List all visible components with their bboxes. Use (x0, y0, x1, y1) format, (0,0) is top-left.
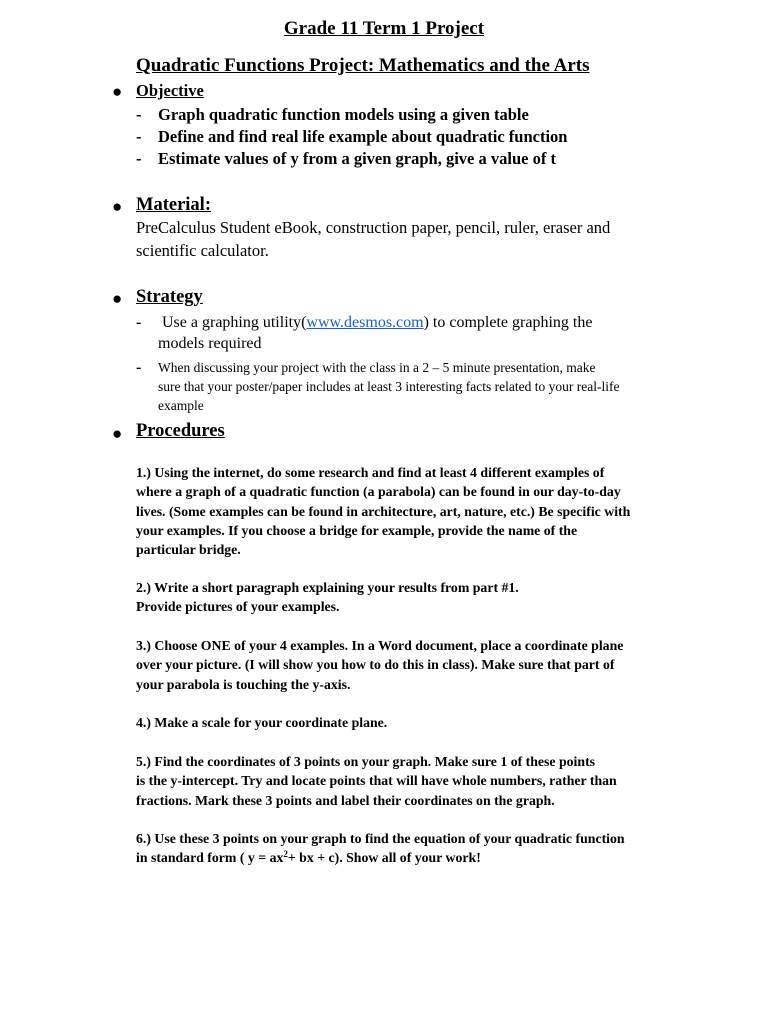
bullet-icon: ● (112, 197, 123, 216)
procedure-step: 3.) Choose ONE of your 4 examples. In a Word document, place a coordinate plane over your picture. (I will show you how to do this in class). Make sure that part of your parabola is touching the y-axis. (136, 638, 624, 692)
objective-item: - Graph quadratic function models using a given table (136, 105, 529, 124)
page-title: Grade 11 Term 1 Project (283, 18, 485, 39)
desmos-link[interactable]: www.desmos.com (306, 314, 424, 331)
strategy-heading: Strategy (136, 287, 203, 307)
procedure-step: 1.) Using the internet, do some research and find at least 4 different examples of where a graph of a quadratic function (a parabola) can be found in our day-to-day lives. (Some examples can be found in architecture, art, nature, etc.) Be specific with your examples. If you choose a bridge for example, provide the name of the particular bridge. (136, 465, 631, 558)
objective-heading: Objective (136, 81, 204, 100)
procedure-step: 2.) Write a short paragraph explaining your results from part #1. Provide pictures of your examples. (136, 580, 519, 615)
material-heading: Material: (136, 195, 211, 215)
procedures-heading: Procedures (136, 421, 225, 441)
strategy-item: - When discussing your project with the class in a 2 – 5 minute presentation, make sure that your poster/paper includes at least 3 interesting facts related to your real-life example (136, 359, 620, 413)
procedure-step: 5.) Find the coordinates of 3 points on your graph. Make sure 1 of these points is the y-intercept. Try and locate points that will have whole numbers, rather than fractions. Mark these 3 points and label their coordinates on the graph. (136, 754, 617, 808)
bullet-icon: ● (112, 289, 123, 308)
bullet-icon: ● (112, 82, 123, 101)
exponent: 2 (283, 849, 288, 860)
procedure-step: 6.) Use these 3 points on your graph to find the equation of your quadratic function in standard form ( $y = ax^2+$ bx + c). Show all of your work! (136, 831, 625, 866)
bullet-icon: ● (112, 424, 123, 443)
project-subtitle: Quadratic Functions Project: Mathematics and the Arts (136, 55, 590, 76)
material-text: PreCalculus Student eBook, construction paper, pencil, ruler, eraser and scientific calculator. (136, 218, 611, 260)
strategy-item: - Use a graphing utility(www.desmos.com) to complete graphing the models required (136, 314, 593, 352)
objective-item: - Estimate values of y from a given graph, give a value of t (136, 149, 556, 168)
procedure-step: 4.) Make a scale for your coordinate plane. (136, 715, 388, 730)
objective-item: - Define and find real life example about quadratic function (136, 127, 568, 146)
